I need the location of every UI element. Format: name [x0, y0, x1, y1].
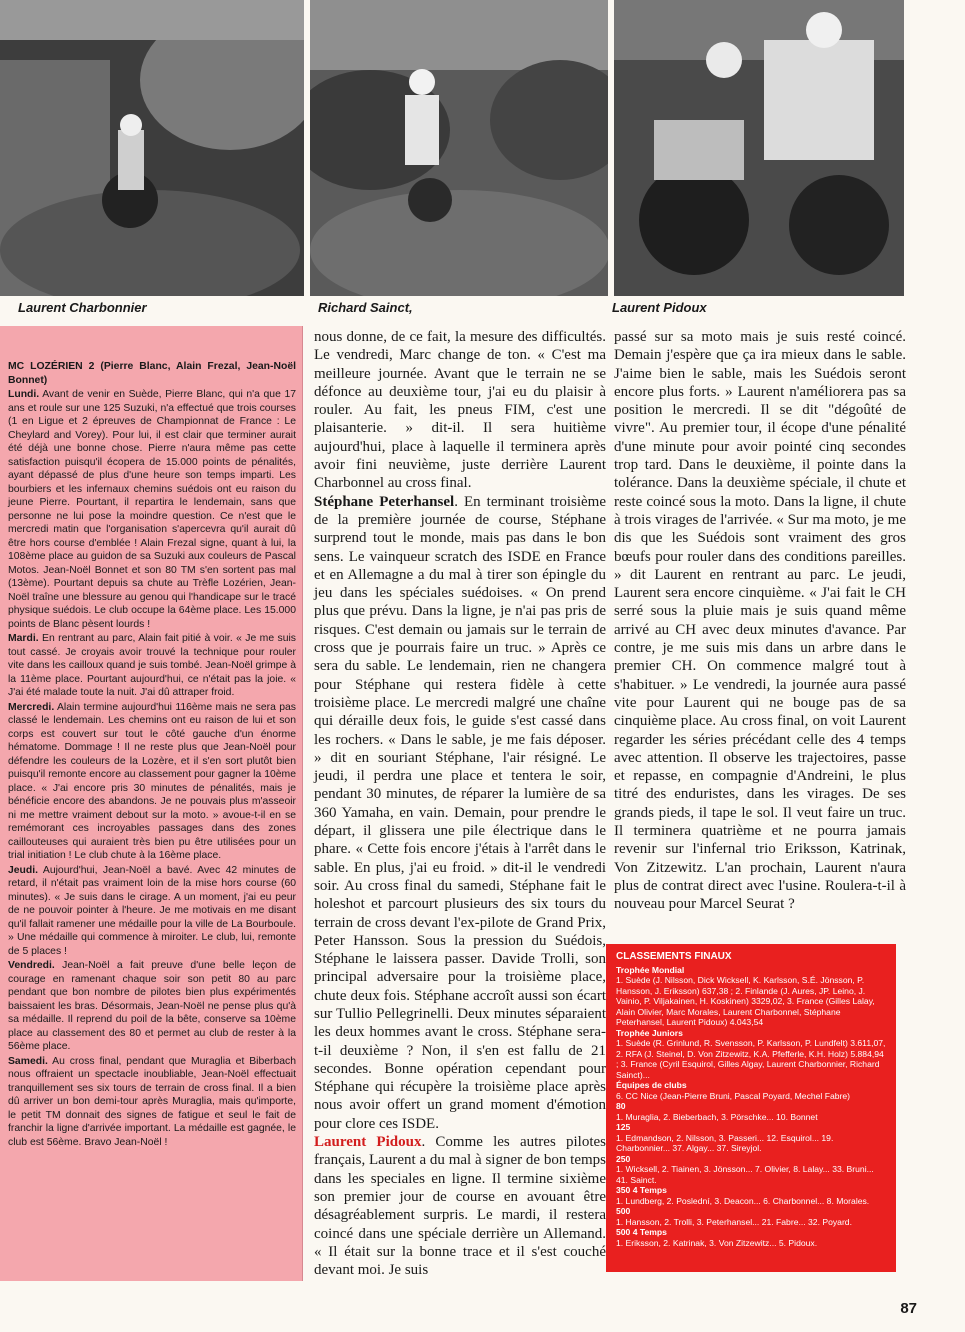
- rider-name: Stéphane Peterhansel: [314, 493, 455, 510]
- results-content: [616, 952, 888, 1248]
- day-label: Vendredi.: [8, 960, 55, 971]
- results-text: 1. Wicksell, 2. Tiainen, 3. Jönsson... 7. Olivier, 8. Lalay... 33. Bruni... 41. Sainct.: [616, 1164, 874, 1185]
- sidebar-paragraph: [8, 388, 296, 631]
- day-label: Mercredi.: [8, 701, 55, 713]
- photo-charbonnier-image: [0, 0, 304, 296]
- rider-name: Laurent Pidoux: [314, 1134, 422, 1151]
- sidebar-paragraph: [8, 632, 296, 700]
- day-label: Lundi.: [8, 389, 40, 400]
- day-label: Samedi.: [8, 1055, 48, 1067]
- caption-sainct: Richard Sainct,: [318, 300, 413, 315]
- caption-charbonnier: Laurent Charbonnier: [18, 300, 147, 315]
- results-heading: 80: [616, 1101, 626, 1111]
- caption-pidoux: Laurent Pidoux: [612, 300, 707, 315]
- day-label: Mardi.: [8, 633, 39, 644]
- day-text: Aujourd'hui, Jean-Noël a bavé. Avec 42 minutes de retard, il n'était pas vraiment loin de la mise hors course (60 minutes). « Je suis dans le cirage. A un moment, j'ai eu peur de ne pouvoir pointer à l'heure. Je me motivais en me disant qu'il fallait ramener une médaille pour la ville de La Bourboule. » Une médaille qui commence à miroiter. Le club, lui, remonte de 5 places !: [8, 864, 296, 957]
- article-text: passé sur sa moto mais je suis resté coincé. Demain j'espère que ça ira mieux dans le sable. J'aime bien le sable, mais les Suédois seront encore plus forts. » Laurent n'améliorera pas sa position le mercredi. Il se dit "dégoûté de vivre". Au premier tour, il écope d'une pénalité d'une minute pour avoir pointé cinq secondes trop tard. Dans le deuxième, il pointe dans la tolérance. Dans la deuxième spéciale, il chute et reste coincé sous la moto. Dans la ligne, il chute à trois virages de l'arrivée. « Sur ma moto, je me dis que les Suédois sont vraiment des gros bœufs pour rouler dans des conditions pareilles. » dit Laurent en rentrant au parc. Le jeudi, Laurent sera encore cinquième. « J'ai fait le CH serré sous la pluie mais je suis quand même arrivé au CH avec deux minutes d'avance. Par contre, je me suis mis dans un arbre dans le premier CH. On commence malgré tout à s'habituer. » Le vendredi, la journée aura passé vite pour Laurent qui ne bouge pas de sa cinquième place. Au cross final, on voit Laurent regarder les séries précédant celle des 4 temps avec attention. Il observe les trajectoires, passe et repasse, en compagnie d'Andreini, le plus titré des enduristes, dans les virages. De ses grands pieds, il tape le sol. Il veut faire un truc. Il terminera quatrième et ne pourra jamais revenir sur l'infernal trio Eriksson, Katrinak, Von Zitzewitz. L'an prochain, Laurent n'aura plus de contrat direct avec l'usine. Roulera-t-il à nouveau pour Marcel Seurat ?: [614, 329, 906, 913]
- results-heading: 500: [616, 1206, 631, 1216]
- article-paragraph: [314, 1133, 606, 1279]
- sidebar-paragraph: [8, 701, 296, 863]
- sidebar-text: [8, 360, 296, 1150]
- results-box: [606, 944, 896, 1272]
- day-text: Au cross final, pendant que Muraglia et Biberbach nous offraient un spectacle inoubliable, Jean-Noël effectuait tranquillement ses six tours de terrain de cross final. Il a bien dû arriver un bon demi-tour après Muraglia, mais qu'importe, le petit TM donnait des signes de fatigue et seul le fait de franchir la ligne d'arrivée important. La médaille est gagnée, le club est 56ème. Bravo Jean-Noël !: [8, 1055, 296, 1148]
- results-text: 6. CC Nice (Jean-Pierre Bruni, Pascal Poyard, Mechel Fabre): [616, 1090, 851, 1101]
- photo-charbonnier: [0, 0, 304, 296]
- day-label: Jeudi.: [8, 864, 39, 876]
- article-column-3: [614, 328, 906, 914]
- results-text: 1. Suède (R. Grinlund, R. Svensson, P. Karlsson, P. Lundfelt) 3.611,07, 2. RFA (J. Steinel, D. Von Zitzewitz, K.A. Pfefferle, K.H. Holz) 5.884,94 ; 3. France (Cyril Esquirol, Gilles Algay, Laurent Charbonnier, Richard Sainct)...: [616, 1038, 886, 1080]
- results-heading: 350 4 Temps: [616, 1185, 667, 1195]
- article-paragraph: [314, 493, 606, 1133]
- results-heading: Trophée Juniors: [616, 1027, 683, 1038]
- article-text: . Comme les autres pilotes français, Laurent a du mal à signer de bon temps dans les speciales en ligne. Il termine sixième son premier jour de course en avouant être désagréablement surpris. Le mardi, il restera coincé dans une spéciale derrière un Allemand. « Il était sur la bonne trace et il s'est couché devant moi. Je suis: [314, 1134, 606, 1279]
- article-text: nous donne, de ce fait, la mesure des difficultés. Le vendredi, Marc change de ton. « C'est ma meilleure journée. Avant que le terrain ne se défonce au deuxième tour, j'ai eu du plaisir à rouler. Au fait, les pneus FIM, c'est une plaisanterie. » dit-il. Il sera huitième aujourd'hui, place à laquelle il terminera après avoir fini neuvième, juste derrière Laurent Charbonnel au cross final.: [314, 329, 606, 492]
- photo-pidoux: [614, 0, 904, 296]
- day-text: En rentrant au parc, Alain fait pitié à voir. « Je me suis tout cassé. Je croyais avoir trouvé la technique pour rouler vite dans les cailloux quand je suis tombé. Jean-Noël grimpe à la 11ème place. Pourtant aujourd'hui, ce n'était pas la joie. « J'ai été malade toute la nuit. J'ai dû attraper froid.: [8, 633, 296, 698]
- results-text: 1. Edmandson, 2. Nilsson, 3. Passeri... 12. Esquirol... 19. Charbonnier... 37. Algay... 37. Sireyjol.: [616, 1132, 834, 1153]
- sidebar-heading: MC LOZÉRIEN 2 (Pierre Blanc, Alain Frezal, Jean-Noël Bonnet): [8, 361, 296, 386]
- results-text: 1. Hansson, 2. Trolli, 3. Peterhansel... 21. Fabre... 32. Poyard.: [616, 1216, 852, 1227]
- photo-sainct-image: [310, 0, 608, 296]
- photo-pidoux-image: [614, 0, 904, 296]
- results-heading: 500 4 Temps: [616, 1227, 667, 1237]
- results-heading: Équipes de clubs: [616, 1080, 687, 1090]
- results-text: 1. Suède (J. Nilsson, Dick Wicksell, K. Karlsson, S.É. Jönsson, P. Hansson, J. Eriksson) 637,38 ; 2. Finlande (J. Aures, JP. Leino, J. Vainio, P. Viljakainen, H. Koskinen) 3329,02, 3. France (Gilles Lalay, Alain Olivier, Marc Morales, Laurent Charbonnel, Stéphane Peterhansel, Laurent Pidoux) 4.043,54: [616, 975, 875, 1027]
- photo-sainct: [310, 0, 608, 296]
- article-paragraph: [614, 328, 906, 914]
- results-text: 1. Muraglia, 2. Bieberbach, 3. Pörschke... 10. Bonnet: [616, 1111, 818, 1122]
- results-heading: 250: [616, 1153, 631, 1164]
- sidebar-paragraph: [8, 959, 296, 1054]
- day-text: Alain termine aujourd'hui 116ème mais ne sera pas classé le lendemain. Les chemins ont eu raison de lui et son corps est couvert sur tout le côté gauche d'un énorme hématome. Dommage ! Il ne reste plus que Jean-Noël pour défendre les couleurs de la Lozère, et il s'en sort plutôt bien puisqu'il remonte encore au classement pour gagner la 10ème place. « J'ai encore pris 30 minutes de pénalités, mais je bénéficie encore des abandons. Je ne pouvais plus m'asseoir ni me mettre vraiment debout sur la moto. » avoue-t-il en se remémorant ces incroyables passages dans des zones caillouteuses qui auraient très bien pu être utilisées pour un trial initiation ! Le club chute à la 16ème place.: [8, 701, 296, 861]
- page-number: 87: [900, 1300, 917, 1317]
- article-paragraph: [314, 328, 606, 493]
- day-text: Avant de venir en Suède, Pierre Blanc, qui n'a que 17 ans et roule sur une 125 Suzuki, n'a effectué que trois courses (1 en Ligue et 2 épreuves de Championnat de France : Le Cheylard and Vorey). Pour lui, il est clair que terminer aurait été déjà une bonne chose. Pierre n'aura même pas cette satisfaction puisqu'il écopera de 15.000 points de pénalités, ayant dépassé de plus d'une heure son temps imparti. Les bourbiers et les infernaux chemins suédois ont eu raison du jeune Pierre. Pourtant, il repartira le lendemain, sans que personne ne lui pose la moindre question. Ce n'est que le mercredi matin que l'organisation s'apercevra qu'il aurait dû être hors course d'emblée ! Alain Frezal signe, quant à lui, la 108ème place au guidon de sa Suzuki aux couleurs de Pascal Motos. Jean-Noël Bonnet et son 80 TM s'en sortent pas mal (13ème). Pourtant depuis sa chute au Trèfle Lozérien, Jean-Noël traîne une blessure au genou qui l'handicape sur le tracé physique suédois. Le club occupe la 64ème place. Les 15.000 points de Blanc pèsent lourds !: [8, 389, 296, 630]
- results-text: 1. Lundberg, 2. Poslední, 3. Deacon... 6. Charbonnel... 8. Morales.: [616, 1195, 870, 1206]
- results-text: 1. Eriksson, 2. Katrinak, 3. Von Zitzewitz... 5. Pidoux.: [616, 1237, 818, 1248]
- results-title: CLASSEMENTS FINAUX: [616, 951, 732, 962]
- article-column-2: [314, 328, 606, 1279]
- article-text: . En terminant troisième de la première journée de course, Stéphane surprend tout le monde, mais pas dans le bon sens. Le vainqueur scratch des ISDE en France et en Allemagne a du mal à tirer son épingle du jeu dans les spéciales suédoises. « On prend plus que prévu. Dans la ligne, je n'ai pas pris de risques. C'est demain ou jamais sur le terrain de cross que je pourrais faire un truc. » Après ce sera du sable. Le lendemain, rien ne changera pour Stéphane qui restera fidèle à cette troisième place. Le mercredi malgré une chaîne qui déraille deux fois, le guide s'est cassé dans les rochers. « Dans le sable, je me fais déposer. » dit en souriant Stéphane, l'air résigné. Le jeudi, il perdra une place et tentera le soir, pendant 30 minutes, de réparer la lumière de sa 360 Yamaha, en vain. Demain, pour prendre le départ, il glissera une pile électrique dans le phare. « Cette fois encore j'étais à l'arrêt dans le sable. En plus, j'ai eu froid. » dit-il le vendredi soir. Au cross final du samedi, Stéphane fait le holeshot et parcourt plusieurs des six tours du terrain de cross devant l'ex-pilote de Grand Prix, Peter Hansson. Sous la pression du Suédois, Stéphane le laissera passer. Davide Trolli, son principal adversaire pour la troisième place, chute deux fois. Stéphane accroît aussi son écart sur Tullio Pellegrinelli. Deux minutes séparaient les deux hommes avant le cross. Stéphane sera-t-il deuxième ? Non, il s'en est fallu de 21 secondes. Bonne opération cependant pour Stéphane qui récupère la troisième place après nous avoir offert un grand moment d'émotion pour clore ces ISDE.: [314, 493, 606, 1132]
- day-text: Jean-Noël a fait preuve d'une belle leçon de courage en ramenant chaque soir son petit 80 au parc pendant que bon nombre de pilotes bien plus expérimentés baissaient les bras. Désormais, Jean-Noël ne pense plus qu'à sa médaille. Il reprend du poil de la bête, conserve sa 10ème place au classement des 80 et permet au club de rester à la 56ème place.: [8, 960, 296, 1052]
- sidebar-paragraph: [8, 864, 296, 959]
- results-heading: 125: [616, 1122, 631, 1132]
- results-heading: Trophée Mondial: [616, 964, 685, 975]
- sidebar-paragraph: [8, 1055, 296, 1150]
